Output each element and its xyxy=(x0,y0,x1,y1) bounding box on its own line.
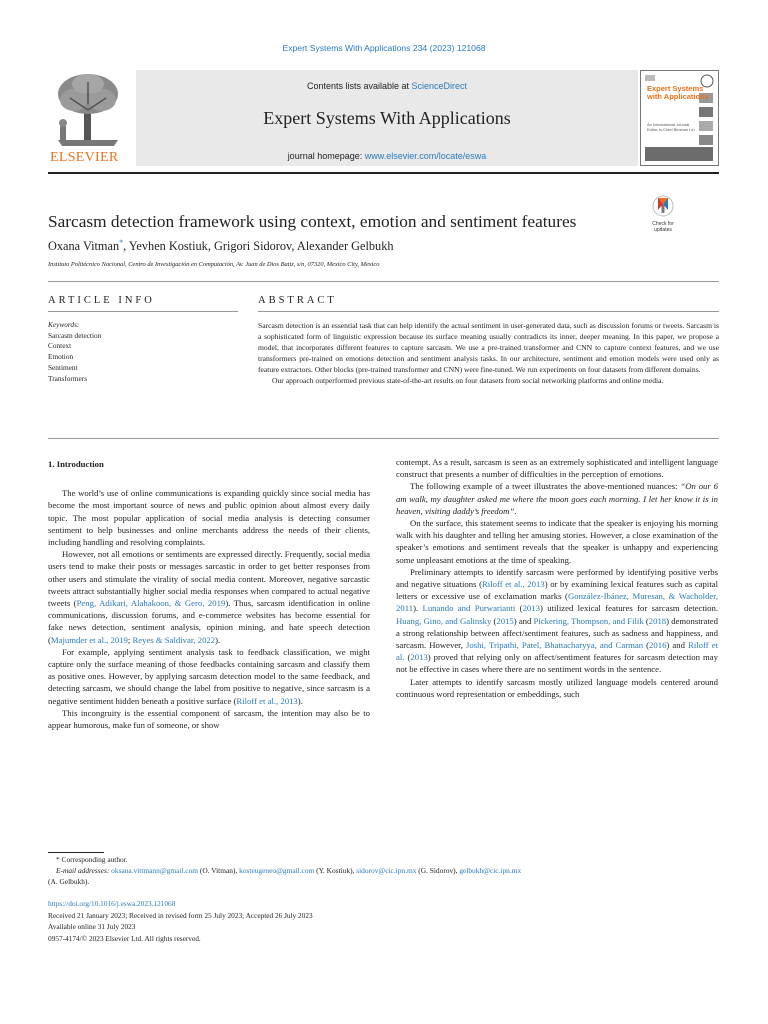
body-paragraph xyxy=(48,646,370,707)
text-run: ( xyxy=(643,640,650,651)
abstract-body xyxy=(258,320,719,386)
citation-link[interactable]: Reyes & Saldívar, 2022 xyxy=(132,634,216,645)
journal-cover-thumbnail[interactable] xyxy=(640,70,719,166)
online-date: Available online 31 July 2023 xyxy=(48,922,136,931)
text-run: ). Thus, sarcasm identification in online communications, discussion forums, and e-commerce websites has become essential for fake news detection, sentiment analysis, opinion mining, and hate speech detection ( xyxy=(48,598,370,645)
cover-editors: Editor-in-Chief Binshan Lin xyxy=(647,126,695,132)
email-owner: (Y. Kostiuk), xyxy=(314,866,357,875)
citation-link[interactable]: González-Ibánez, Muresan, & Wacholder, 2011 xyxy=(396,591,718,614)
text-run: ) or by examining lexical features such as capital letters or excessive use of exclamation marks ( xyxy=(396,579,719,602)
keyword-item: Sentiment xyxy=(48,362,78,372)
publisher-wordmark: ELSEVIER xyxy=(50,150,119,165)
body-paragraph: contempt. As a result, sarcasm is seen as an extremely sophisticated and intelligent language construct that presents a number of difficulties in the perception of emotions. xyxy=(396,457,718,480)
corresponding-author-mark[interactable]: * xyxy=(119,238,124,247)
body-paragraph xyxy=(48,548,370,646)
abstract-bottom-rule xyxy=(48,438,719,439)
email-owner: (G. Sidorov), xyxy=(416,866,460,875)
citation-link[interactable]: Riloff et al., 2013 xyxy=(236,695,298,706)
journal-citation-link[interactable]: Expert Systems With Applications 234 (2023) 121068 xyxy=(282,43,486,53)
text-run: However, not all emotions or sentiments are expressed directly. Frequently, social media users tend to make their posts or messages sarcastic in order to get better responses from other users and stimulate the virality of social media content. Moreover, negative sarcastic tweets attract substantially higher social media responses when compared to actual negative tweets ( xyxy=(48,549,370,609)
text-run: For example, applying sentiment analysis task to feedback classification, we might capture only the surface meaning of those feedbacks containing sarcasm and classify them as positive ones. However, by applying sarcasm detection model to the same feedback, and detecting sarcasm, we should change the label from positive to negative, since sarcasm is a negative sentiment hidden beneath a positive surface ( xyxy=(48,646,370,706)
citation-link[interactable]: Peng, Adikari, Alahakoon, & Gero, 2019 xyxy=(76,598,226,609)
tweet-quote: “On our 6 am walk, my daughter asked me where the moon goes each morning. I let her know it is in heaven, visiting daddy’s freedom” xyxy=(396,481,718,516)
cover-subtitle xyxy=(647,123,695,132)
keywords-label: Keywords: xyxy=(48,320,80,329)
citation-link[interactable]: 2013 xyxy=(410,652,428,663)
citation-link[interactable]: 2015 xyxy=(496,615,514,626)
publication-info xyxy=(48,898,719,944)
co-authors[interactable]: , Yevhen Kostiuk, Grigori Sidorov, Alexander Gelbukh xyxy=(123,239,394,254)
crossmark-line2: updates xyxy=(654,226,672,233)
citation-link[interactable]: 2013 xyxy=(522,603,540,614)
email-link[interactable]: oksana.vittmann@gmail.com xyxy=(111,866,199,875)
contents-line xyxy=(136,81,638,91)
body-column-left xyxy=(48,456,370,731)
text-run: . xyxy=(514,505,517,516)
keyword-item: Transformers xyxy=(48,373,88,383)
section-heading-introduction: 1. Introduction xyxy=(48,459,104,469)
elsevier-logo[interactable] xyxy=(48,70,128,166)
text-run: ). xyxy=(297,695,303,706)
body-paragraph xyxy=(396,566,718,676)
text-run: ( xyxy=(643,615,649,626)
homepage-prefix: journal homepage: xyxy=(287,151,365,161)
text-run: Preliminary attempts to identify sarcasm were performed by identifying positive verbs and negative situations ( xyxy=(396,566,718,590)
text-run: ) and xyxy=(666,640,689,651)
text-run: ). xyxy=(215,634,221,645)
article-info-rule xyxy=(48,311,238,312)
affiliation: Instituto Politécnico Nacional, Centro de Investigación en Computación, Av. Juan de Dios Batiz, s/n, 07320, Mexico City, Mexico xyxy=(48,261,380,268)
text-run: ) proved that relying only on affect/sentiment features for sarcasm detection may not be effective in cases where there are no sentiment words in the sentence. xyxy=(396,652,718,675)
citation-link[interactable]: Majumder et al., 2019 xyxy=(50,634,128,645)
body-column-right xyxy=(396,456,718,700)
text-run: ( xyxy=(404,652,411,663)
text-run: ) and xyxy=(513,615,534,626)
body-paragraph: This incongruity is the essential component of sarcasm, the intention may also be to appear humorous, make fun of someone, or show xyxy=(48,707,370,731)
email-owner: (A. Gelbukh). xyxy=(48,877,90,886)
doi-link[interactable]: https://doi.org/10.1016/j.eswa.2023.121068 xyxy=(48,899,176,908)
article-info-heading: ARTICLE INFO xyxy=(48,295,155,306)
abstract-heading: ABSTRACT xyxy=(258,295,337,306)
citation-link[interactable]: 2018 xyxy=(648,615,667,626)
crossmark-line1: Check for xyxy=(652,221,674,227)
abstract-paragraph: Our approach outperformed previous state-of-the-art results on four datasets from social networking platforms and online media. xyxy=(272,376,664,385)
homepage-line xyxy=(136,151,638,161)
received-dates: Received 21 January 2023; Received in revised form 25 July 2023; Accepted 26 July 2023 xyxy=(48,910,313,920)
citation-link[interactable]: Huang, Gino, and Galinsky xyxy=(396,615,492,626)
body-paragraph: The world’s use of online communications is expanding quickly since social media has become the most important source of news and public opinion about almost every daily topic. The most popular application of social media analysis is detecting consumer sentiment to help businesses and online merchants address the needs of their clients, including handling and resolving complaints. xyxy=(48,488,370,548)
email-link[interactable]: sidorov@cic.ipn.mx xyxy=(356,866,417,875)
copyright-notice: 0957-4174/© 2023 Elsevier Ltd. All rights reserved. xyxy=(48,933,201,943)
text-run: ; xyxy=(127,634,133,645)
text-run: ). xyxy=(413,603,423,614)
keyword-item: Emotion xyxy=(48,352,74,362)
text-run: ) utilized lexical features for sarcasm detection. xyxy=(539,603,719,614)
cover-title: Expert Systems with Applications xyxy=(647,84,709,101)
author-vitman[interactable]: Oxana Vitman xyxy=(48,239,120,254)
email-link[interactable]: gelbukh@cic.ipn.mx xyxy=(459,866,522,875)
email-link[interactable]: kosteugeneo@gmail.com xyxy=(239,866,315,875)
keyword-item: Context xyxy=(48,341,72,351)
keywords-block xyxy=(48,320,238,384)
citation-link[interactable]: Lunando and Purwarianti xyxy=(422,603,516,614)
sciencedirect-link[interactable]: ScienceDirect xyxy=(411,81,468,91)
text-run: ( xyxy=(515,603,523,614)
abstract-rule xyxy=(258,311,719,312)
citation-link[interactable]: Riloff et al. xyxy=(396,640,718,663)
journal-masthead xyxy=(136,70,638,166)
body-paragraph xyxy=(396,480,718,517)
abstract-paragraph: Sarcasm detection is an essential task that can help identify the actual sentiment in user-generated data, such as discussion forums or tweets. Sarcasm is a sophisticated form of linguistic expression because its surface meaning usually contradicts its inner, deeper meaning. In this paper, we propose a model, that incorporates different features to capture sarcasm. We use a pre-trained transformer and CNN to capture context features, and we use transformers pre-trained on emotions detection and sentiment analysis tasks. In our architecture, sentiment and emotion models were used only as feature extractors. Other blocks (pre-trained transformer and CNN) were fine-tuned. We run experiments on four datasets from different domains. xyxy=(258,321,719,374)
body-paragraph: On the surface, this statement seems to indicate that the speaker is enjoying his morning walk with his daughter and telling her amusing stories. However, a close examination of the speaker’s emotions and sentiment reveals that the speaker is unhappy and experiencing some unpleasant emotions at the time of speaking. xyxy=(396,518,718,565)
corresponding-author-note: * Corresponding author. xyxy=(56,855,128,864)
keyword-item: Sarcasm detection xyxy=(48,330,102,340)
check-for-updates-badge[interactable] xyxy=(647,195,679,231)
body-paragraph: Later attempts to identify sarcasm mostly utilized language models centered around continuous word representation or embeddings, such xyxy=(396,676,718,699)
contents-prefix: Contents lists available at xyxy=(306,81,412,91)
footnotes xyxy=(48,854,719,887)
email-owner: (O. Vitman), xyxy=(198,866,240,875)
citation-link[interactable]: Joshi, Tripathi, Patel, Bhattacharyya, and Carman xyxy=(465,640,644,651)
text-run: ) demonstrated a strong relationship between affect/sentiment features, such as sadness and happiness, and sarcasm. However, xyxy=(396,615,718,651)
text-run: The following example of a tweet illustrates the above-mentioned nuances: xyxy=(410,481,681,492)
citation-link[interactable]: Pickering, Thompson, and Filik xyxy=(533,615,644,626)
elsevier-tree-icon xyxy=(48,70,128,150)
citation-link[interactable]: Riloff et al., 2013 xyxy=(482,579,545,590)
email-addresses xyxy=(48,865,719,876)
journal-homepage-link[interactable]: www.elsevier.com/locate/eswa xyxy=(364,151,487,161)
affiliation-rule xyxy=(48,281,719,282)
email-label: E-mail addresses: xyxy=(56,866,110,875)
crossmark-icon xyxy=(652,195,674,217)
header-rule xyxy=(48,172,719,174)
journal-header xyxy=(48,70,719,166)
citation-link[interactable]: 2016 xyxy=(649,640,667,651)
author-list xyxy=(48,238,394,254)
article-title: Sarcasm detection framework using context, emotion and sentiment features xyxy=(48,212,577,231)
journal-name: Expert Systems With Applications xyxy=(263,108,511,128)
cover-subtitle-text: An International Journal xyxy=(647,122,690,127)
footnote-rule xyxy=(48,852,104,853)
text-run: ( xyxy=(491,615,497,626)
